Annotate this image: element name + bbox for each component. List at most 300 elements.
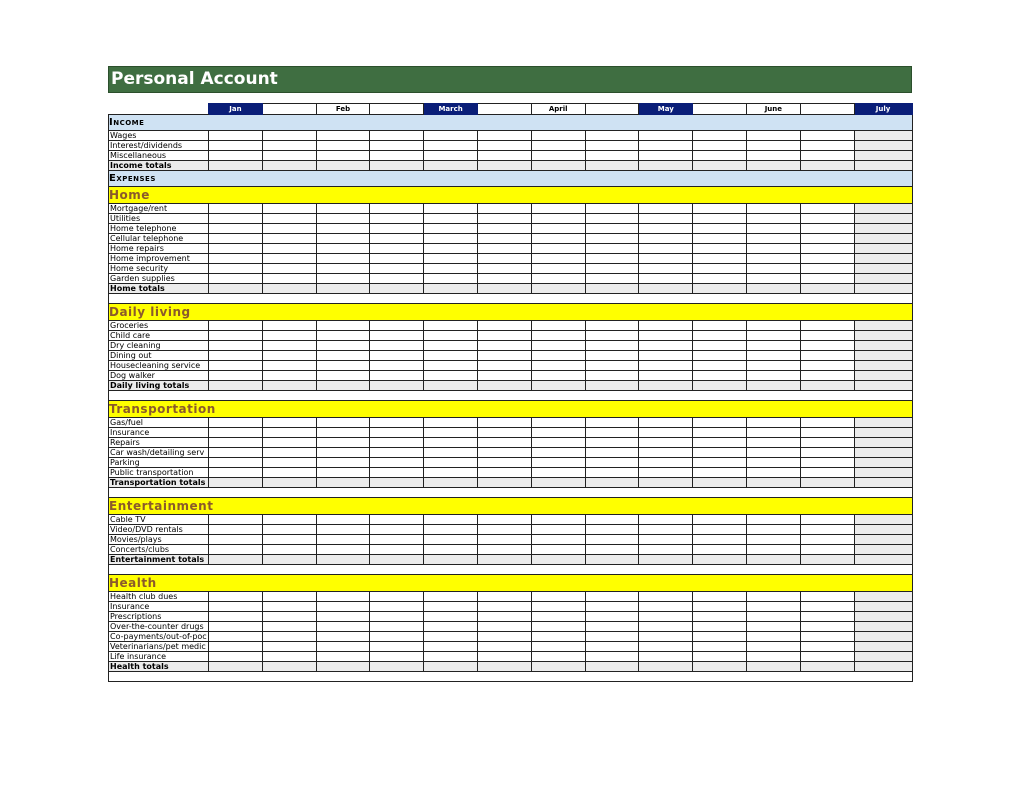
value-cell[interactable] — [424, 331, 478, 341]
value-cell[interactable] — [693, 525, 747, 535]
value-cell[interactable] — [262, 632, 316, 642]
value-cell[interactable] — [424, 321, 478, 331]
value-cell[interactable] — [531, 151, 585, 161]
value-cell[interactable] — [262, 468, 316, 478]
value-cell[interactable] — [262, 351, 316, 361]
value-cell[interactable] — [639, 515, 693, 525]
value-cell[interactable] — [800, 535, 854, 545]
value-cell[interactable] — [639, 161, 693, 171]
value-cell[interactable] — [854, 341, 912, 351]
value-cell[interactable] — [854, 418, 912, 428]
value-cell[interactable] — [316, 161, 370, 171]
value-cell[interactable] — [424, 274, 478, 284]
value-cell[interactable] — [316, 321, 370, 331]
value-cell[interactable] — [424, 642, 478, 652]
value-cell[interactable] — [693, 284, 747, 294]
value-cell[interactable] — [370, 515, 424, 525]
value-cell[interactable] — [585, 525, 639, 535]
value-cell[interactable] — [424, 351, 478, 361]
value-cell[interactable] — [800, 204, 854, 214]
value-cell[interactable] — [639, 448, 693, 458]
value-cell[interactable] — [854, 244, 912, 254]
value-cell[interactable] — [800, 341, 854, 351]
value-cell[interactable] — [746, 204, 800, 214]
value-cell[interactable] — [262, 592, 316, 602]
value-cell[interactable] — [477, 331, 531, 341]
value-cell[interactable] — [262, 622, 316, 632]
value-cell[interactable] — [477, 254, 531, 264]
value-cell[interactable] — [639, 632, 693, 642]
value-cell[interactable] — [585, 264, 639, 274]
value-cell[interactable] — [424, 478, 478, 488]
value-cell[interactable] — [370, 448, 424, 458]
value-cell[interactable] — [800, 458, 854, 468]
value-cell[interactable] — [424, 244, 478, 254]
value-cell[interactable] — [531, 448, 585, 458]
value-cell[interactable] — [531, 254, 585, 264]
value-cell[interactable] — [370, 274, 424, 284]
value-cell[interactable] — [693, 351, 747, 361]
value-cell[interactable] — [424, 592, 478, 602]
value-cell[interactable] — [693, 204, 747, 214]
value-cell[interactable] — [746, 622, 800, 632]
value-cell[interactable] — [746, 254, 800, 264]
value-cell[interactable] — [424, 545, 478, 555]
value-cell[interactable] — [370, 535, 424, 545]
value-cell[interactable] — [424, 151, 478, 161]
value-cell[interactable] — [746, 468, 800, 478]
value-cell[interactable] — [531, 284, 585, 294]
value-cell[interactable] — [424, 381, 478, 391]
value-cell[interactable] — [693, 264, 747, 274]
value-cell[interactable] — [424, 214, 478, 224]
value-cell[interactable] — [531, 428, 585, 438]
value-cell[interactable] — [209, 602, 263, 612]
value-cell[interactable] — [639, 284, 693, 294]
value-cell[interactable] — [746, 428, 800, 438]
value-cell[interactable] — [746, 515, 800, 525]
value-cell[interactable] — [639, 642, 693, 652]
value-cell[interactable] — [209, 515, 263, 525]
value-cell[interactable] — [746, 448, 800, 458]
value-cell[interactable] — [209, 254, 263, 264]
value-cell[interactable] — [424, 662, 478, 672]
value-cell[interactable] — [585, 468, 639, 478]
value-cell[interactable] — [209, 458, 263, 468]
value-cell[interactable] — [316, 428, 370, 438]
value-cell[interactable] — [800, 214, 854, 224]
value-cell[interactable] — [531, 632, 585, 642]
value-cell[interactable] — [746, 652, 800, 662]
value-cell[interactable] — [854, 478, 912, 488]
value-cell[interactable] — [209, 381, 263, 391]
value-cell[interactable] — [316, 652, 370, 662]
value-cell[interactable] — [746, 612, 800, 622]
value-cell[interactable] — [746, 602, 800, 612]
value-cell[interactable] — [477, 224, 531, 234]
value-cell[interactable] — [262, 361, 316, 371]
value-cell[interactable] — [531, 371, 585, 381]
value-cell[interactable] — [693, 612, 747, 622]
value-cell[interactable] — [854, 224, 912, 234]
value-cell[interactable] — [370, 244, 424, 254]
value-cell[interactable] — [585, 214, 639, 224]
value-cell[interactable] — [639, 204, 693, 214]
value-cell[interactable] — [585, 331, 639, 341]
value-cell[interactable] — [370, 234, 424, 244]
value-cell[interactable] — [854, 131, 912, 141]
value-cell[interactable] — [477, 244, 531, 254]
value-cell[interactable] — [693, 361, 747, 371]
value-cell[interactable] — [316, 131, 370, 141]
value-cell[interactable] — [854, 652, 912, 662]
value-cell[interactable] — [800, 478, 854, 488]
value-cell[interactable] — [854, 515, 912, 525]
value-cell[interactable] — [693, 371, 747, 381]
value-cell[interactable] — [746, 632, 800, 642]
value-cell[interactable] — [585, 642, 639, 652]
value-cell[interactable] — [477, 141, 531, 151]
value-cell[interactable] — [477, 478, 531, 488]
value-cell[interactable] — [477, 351, 531, 361]
value-cell[interactable] — [209, 341, 263, 351]
value-cell[interactable] — [424, 264, 478, 274]
value-cell[interactable] — [585, 515, 639, 525]
value-cell[interactable] — [639, 264, 693, 274]
value-cell[interactable] — [262, 254, 316, 264]
value-cell[interactable] — [316, 264, 370, 274]
value-cell[interactable] — [693, 602, 747, 612]
value-cell[interactable] — [262, 264, 316, 274]
value-cell[interactable] — [209, 151, 263, 161]
value-cell[interactable] — [800, 234, 854, 244]
value-cell[interactable] — [316, 331, 370, 341]
value-cell[interactable] — [262, 515, 316, 525]
value-cell[interactable] — [209, 662, 263, 672]
value-cell[interactable] — [477, 612, 531, 622]
value-cell[interactable] — [746, 161, 800, 171]
value-cell[interactable] — [585, 284, 639, 294]
value-cell[interactable] — [424, 632, 478, 642]
value-cell[interactable] — [585, 371, 639, 381]
value-cell[interactable] — [316, 468, 370, 478]
value-cell[interactable] — [262, 381, 316, 391]
value-cell[interactable] — [316, 341, 370, 351]
value-cell[interactable] — [316, 632, 370, 642]
value-cell[interactable] — [424, 448, 478, 458]
value-cell[interactable] — [585, 632, 639, 642]
value-cell[interactable] — [800, 525, 854, 535]
value-cell[interactable] — [370, 264, 424, 274]
value-cell[interactable] — [262, 418, 316, 428]
value-cell[interactable] — [424, 341, 478, 351]
value-cell[interactable] — [370, 254, 424, 264]
value-cell[interactable] — [370, 428, 424, 438]
value-cell[interactable] — [209, 214, 263, 224]
value-cell[interactable] — [531, 274, 585, 284]
value-cell[interactable] — [477, 284, 531, 294]
value-cell[interactable] — [639, 331, 693, 341]
value-cell[interactable] — [531, 612, 585, 622]
value-cell[interactable] — [370, 161, 424, 171]
value-cell[interactable] — [693, 515, 747, 525]
value-cell[interactable] — [316, 274, 370, 284]
value-cell[interactable] — [800, 361, 854, 371]
value-cell[interactable] — [262, 525, 316, 535]
value-cell[interactable] — [370, 381, 424, 391]
value-cell[interactable] — [746, 592, 800, 602]
value-cell[interactable] — [531, 622, 585, 632]
value-cell[interactable] — [316, 555, 370, 565]
value-cell[interactable] — [746, 361, 800, 371]
value-cell[interactable] — [585, 478, 639, 488]
value-cell[interactable] — [262, 274, 316, 284]
value-cell[interactable] — [424, 141, 478, 151]
value-cell[interactable] — [854, 642, 912, 652]
value-cell[interactable] — [693, 381, 747, 391]
value-cell[interactable] — [800, 515, 854, 525]
value-cell[interactable] — [693, 428, 747, 438]
value-cell[interactable] — [854, 214, 912, 224]
value-cell[interactable] — [209, 652, 263, 662]
value-cell[interactable] — [316, 438, 370, 448]
value-cell[interactable] — [477, 131, 531, 141]
value-cell[interactable] — [316, 478, 370, 488]
value-cell[interactable] — [209, 131, 263, 141]
value-cell[interactable] — [531, 381, 585, 391]
value-cell[interactable] — [800, 274, 854, 284]
value-cell[interactable] — [639, 458, 693, 468]
value-cell[interactable] — [531, 161, 585, 171]
value-cell[interactable] — [585, 341, 639, 351]
value-cell[interactable] — [531, 141, 585, 151]
value-cell[interactable] — [316, 448, 370, 458]
value-cell[interactable] — [854, 468, 912, 478]
value-cell[interactable] — [316, 244, 370, 254]
value-cell[interactable] — [639, 361, 693, 371]
value-cell[interactable] — [262, 662, 316, 672]
value-cell[interactable] — [585, 361, 639, 371]
value-cell[interactable] — [477, 381, 531, 391]
value-cell[interactable] — [746, 418, 800, 428]
value-cell[interactable] — [209, 478, 263, 488]
value-cell[interactable] — [477, 468, 531, 478]
value-cell[interactable] — [585, 612, 639, 622]
value-cell[interactable] — [262, 204, 316, 214]
value-cell[interactable] — [639, 321, 693, 331]
value-cell[interactable] — [531, 592, 585, 602]
value-cell[interactable] — [209, 141, 263, 151]
value-cell[interactable] — [854, 161, 912, 171]
value-cell[interactable] — [800, 602, 854, 612]
value-cell[interactable] — [262, 448, 316, 458]
value-cell[interactable] — [424, 468, 478, 478]
value-cell[interactable] — [262, 321, 316, 331]
value-cell[interactable] — [262, 545, 316, 555]
value-cell[interactable] — [693, 224, 747, 234]
value-cell[interactable] — [693, 244, 747, 254]
value-cell[interactable] — [477, 555, 531, 565]
value-cell[interactable] — [585, 351, 639, 361]
value-cell[interactable] — [746, 284, 800, 294]
value-cell[interactable] — [693, 555, 747, 565]
value-cell[interactable] — [531, 478, 585, 488]
value-cell[interactable] — [477, 264, 531, 274]
value-cell[interactable] — [370, 151, 424, 161]
value-cell[interactable] — [370, 555, 424, 565]
value-cell[interactable] — [639, 131, 693, 141]
value-cell[interactable] — [800, 418, 854, 428]
value-cell[interactable] — [477, 525, 531, 535]
value-cell[interactable] — [639, 592, 693, 602]
value-cell[interactable] — [209, 244, 263, 254]
value-cell[interactable] — [477, 438, 531, 448]
value-cell[interactable] — [531, 351, 585, 361]
value-cell[interactable] — [693, 468, 747, 478]
value-cell[interactable] — [531, 652, 585, 662]
value-cell[interactable] — [209, 438, 263, 448]
value-cell[interactable] — [693, 478, 747, 488]
value-cell[interactable] — [639, 602, 693, 612]
value-cell[interactable] — [262, 642, 316, 652]
value-cell[interactable] — [316, 284, 370, 294]
value-cell[interactable] — [639, 224, 693, 234]
value-cell[interactable] — [854, 612, 912, 622]
value-cell[interactable] — [209, 418, 263, 428]
value-cell[interactable] — [854, 321, 912, 331]
value-cell[interactable] — [746, 224, 800, 234]
value-cell[interactable] — [693, 321, 747, 331]
value-cell[interactable] — [746, 642, 800, 652]
value-cell[interactable] — [800, 622, 854, 632]
value-cell[interactable] — [209, 448, 263, 458]
value-cell[interactable] — [585, 204, 639, 214]
value-cell[interactable] — [639, 545, 693, 555]
value-cell[interactable] — [424, 371, 478, 381]
value-cell[interactable] — [854, 274, 912, 284]
value-cell[interactable] — [262, 284, 316, 294]
value-cell[interactable] — [370, 468, 424, 478]
value-cell[interactable] — [693, 662, 747, 672]
value-cell[interactable] — [800, 331, 854, 341]
value-cell[interactable] — [370, 438, 424, 448]
value-cell[interactable] — [585, 592, 639, 602]
value-cell[interactable] — [639, 468, 693, 478]
value-cell[interactable] — [854, 622, 912, 632]
value-cell[interactable] — [209, 592, 263, 602]
value-cell[interactable] — [370, 525, 424, 535]
value-cell[interactable] — [800, 284, 854, 294]
value-cell[interactable] — [693, 418, 747, 428]
value-cell[interactable] — [585, 652, 639, 662]
value-cell[interactable] — [693, 448, 747, 458]
value-cell[interactable] — [316, 141, 370, 151]
value-cell[interactable] — [316, 602, 370, 612]
value-cell[interactable] — [370, 418, 424, 428]
value-cell[interactable] — [531, 244, 585, 254]
value-cell[interactable] — [746, 381, 800, 391]
value-cell[interactable] — [370, 224, 424, 234]
value-cell[interactable] — [209, 351, 263, 361]
value-cell[interactable] — [639, 478, 693, 488]
value-cell[interactable] — [639, 662, 693, 672]
value-cell[interactable] — [746, 555, 800, 565]
value-cell[interactable] — [209, 525, 263, 535]
value-cell[interactable] — [639, 418, 693, 428]
value-cell[interactable] — [693, 652, 747, 662]
value-cell[interactable] — [477, 458, 531, 468]
value-cell[interactable] — [262, 214, 316, 224]
value-cell[interactable] — [370, 478, 424, 488]
value-cell[interactable] — [477, 204, 531, 214]
value-cell[interactable] — [800, 254, 854, 264]
value-cell[interactable] — [585, 622, 639, 632]
value-cell[interactable] — [800, 141, 854, 151]
value-cell[interactable] — [854, 632, 912, 642]
value-cell[interactable] — [209, 284, 263, 294]
value-cell[interactable] — [585, 381, 639, 391]
value-cell[interactable] — [209, 264, 263, 274]
value-cell[interactable] — [531, 234, 585, 244]
value-cell[interactable] — [639, 535, 693, 545]
value-cell[interactable] — [585, 224, 639, 234]
value-cell[interactable] — [693, 341, 747, 351]
value-cell[interactable] — [531, 204, 585, 214]
value-cell[interactable] — [639, 214, 693, 224]
value-cell[interactable] — [477, 632, 531, 642]
value-cell[interactable] — [262, 234, 316, 244]
value-cell[interactable] — [585, 274, 639, 284]
value-cell[interactable] — [531, 662, 585, 672]
value-cell[interactable] — [639, 438, 693, 448]
value-cell[interactable] — [370, 284, 424, 294]
value-cell[interactable] — [531, 545, 585, 555]
value-cell[interactable] — [531, 602, 585, 612]
value-cell[interactable] — [316, 381, 370, 391]
value-cell[interactable] — [316, 622, 370, 632]
value-cell[interactable] — [639, 151, 693, 161]
value-cell[interactable] — [531, 555, 585, 565]
value-cell[interactable] — [424, 254, 478, 264]
value-cell[interactable] — [370, 612, 424, 622]
value-cell[interactable] — [585, 662, 639, 672]
value-cell[interactable] — [531, 515, 585, 525]
value-cell[interactable] — [531, 321, 585, 331]
value-cell[interactable] — [262, 131, 316, 141]
value-cell[interactable] — [585, 161, 639, 171]
value-cell[interactable] — [370, 632, 424, 642]
value-cell[interactable] — [209, 622, 263, 632]
value-cell[interactable] — [209, 535, 263, 545]
value-cell[interactable] — [746, 244, 800, 254]
value-cell[interactable] — [531, 438, 585, 448]
value-cell[interactable] — [854, 141, 912, 151]
value-cell[interactable] — [800, 468, 854, 478]
value-cell[interactable] — [800, 632, 854, 642]
value-cell[interactable] — [746, 662, 800, 672]
value-cell[interactable] — [262, 141, 316, 151]
value-cell[interactable] — [209, 204, 263, 214]
value-cell[interactable] — [477, 602, 531, 612]
value-cell[interactable] — [316, 351, 370, 361]
value-cell[interactable] — [746, 234, 800, 244]
value-cell[interactable] — [800, 351, 854, 361]
value-cell[interactable] — [209, 161, 263, 171]
value-cell[interactable] — [316, 361, 370, 371]
value-cell[interactable] — [370, 361, 424, 371]
value-cell[interactable] — [477, 418, 531, 428]
value-cell[interactable] — [854, 592, 912, 602]
